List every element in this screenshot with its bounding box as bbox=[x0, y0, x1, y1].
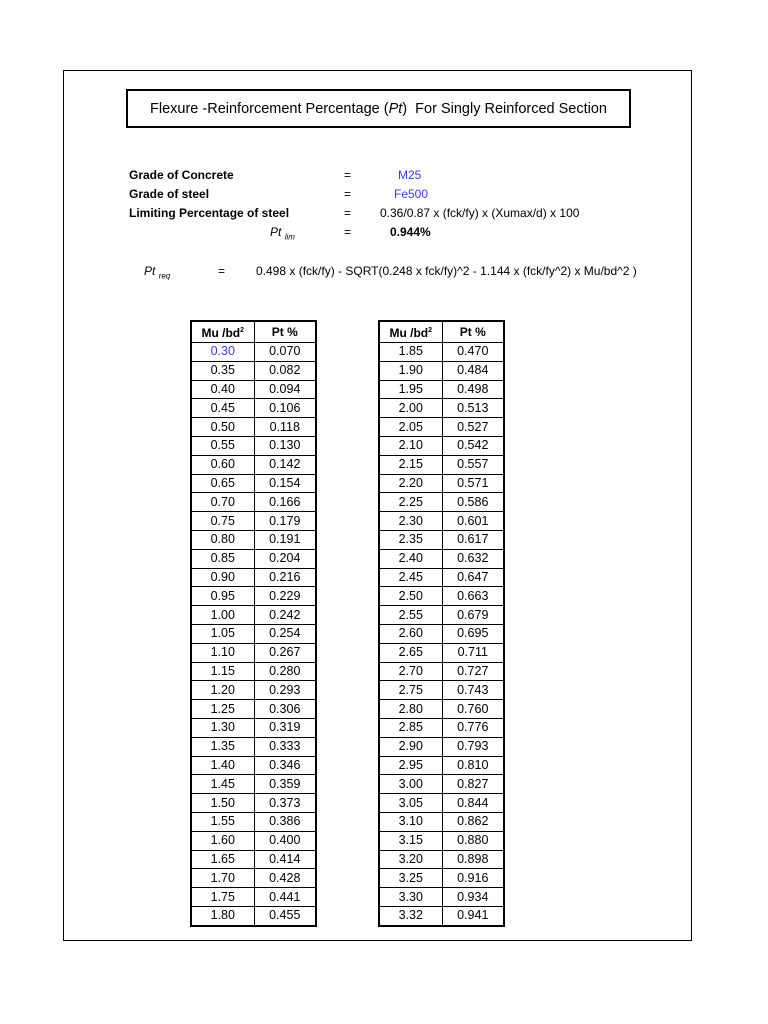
pt-lim-eq: = bbox=[344, 225, 352, 239]
pt-percent-cell[interactable]: 0.898 bbox=[442, 850, 504, 869]
pt-percent-cell[interactable]: 0.601 bbox=[442, 512, 504, 531]
table-row bbox=[379, 343, 504, 362]
pt-percent-cell[interactable]: 0.106 bbox=[254, 399, 316, 418]
mu-bd2-cell[interactable]: 1.10 bbox=[191, 643, 254, 662]
table-row bbox=[191, 587, 316, 606]
table-row bbox=[191, 718, 316, 737]
mu-bd2-cell[interactable]: 0.50 bbox=[191, 418, 254, 437]
pt-percent-cell[interactable]: 0.793 bbox=[442, 737, 504, 756]
table-row bbox=[191, 474, 316, 493]
pt-percent-cell[interactable]: 0.455 bbox=[254, 906, 316, 925]
table-row bbox=[191, 624, 316, 643]
pt-percent-cell[interactable]: 0.154 bbox=[254, 474, 316, 493]
pt-percent-cell[interactable]: 0.333 bbox=[254, 737, 316, 756]
table-row bbox=[191, 512, 316, 531]
table-row bbox=[191, 756, 316, 775]
table-row bbox=[379, 455, 504, 474]
param-concrete-value[interactable]: M25 bbox=[398, 168, 422, 182]
table-row bbox=[191, 530, 316, 549]
pt-percent-cell[interactable]: 0.711 bbox=[442, 643, 504, 662]
mu-bd2-cell[interactable]: 2.85 bbox=[379, 718, 442, 737]
mu-bd2-cell[interactable]: 1.45 bbox=[191, 775, 254, 794]
table-row bbox=[379, 361, 504, 380]
param-steel-eq: = bbox=[344, 187, 352, 201]
table-row bbox=[379, 624, 504, 643]
pt-percent-cell[interactable]: 0.070 bbox=[254, 343, 316, 362]
pt-percent-cell[interactable]: 0.166 bbox=[254, 493, 316, 512]
table-row bbox=[191, 775, 316, 794]
mu-bd2-cell[interactable]: 2.05 bbox=[379, 418, 442, 437]
title-rest: ) For Singly Reinforced Section bbox=[402, 100, 607, 117]
mu-bd2-cell[interactable]: 3.00 bbox=[379, 775, 442, 794]
table-row bbox=[191, 888, 316, 907]
pt-percent-cell[interactable]: 0.760 bbox=[442, 700, 504, 719]
header-mu: Mu $/bd^2$ bbox=[379, 321, 442, 343]
table-row bbox=[379, 756, 504, 775]
pt-percent-cell[interactable]: 0.776 bbox=[442, 718, 504, 737]
mu-bd2-cell[interactable]: 1.05 bbox=[191, 624, 254, 643]
table-row bbox=[191, 643, 316, 662]
pt-percent-cell[interactable]: 0.293 bbox=[254, 681, 316, 700]
mu-bd2-cell[interactable]: 2.55 bbox=[379, 606, 442, 625]
table-row bbox=[379, 775, 504, 794]
mu-bd2-cell[interactable]: 2.45 bbox=[379, 568, 442, 587]
table-row bbox=[191, 606, 316, 625]
pt-percent-cell[interactable]: 0.542 bbox=[442, 436, 504, 455]
mu-bd2-cell[interactable]: 1.55 bbox=[191, 812, 254, 831]
table-row bbox=[379, 831, 504, 850]
pt-table-left bbox=[190, 320, 317, 927]
pt-percent-cell[interactable]: 0.082 bbox=[254, 361, 316, 380]
pt-percent-cell[interactable]: 0.941 bbox=[442, 906, 504, 925]
mu-bd2-cell[interactable]: 2.50 bbox=[379, 587, 442, 606]
mu-bd2-cell[interactable]: 2.35 bbox=[379, 530, 442, 549]
mu-bd2-cell[interactable]: 1.50 bbox=[191, 794, 254, 813]
pt-percent-cell[interactable]: 0.428 bbox=[254, 869, 316, 888]
param-concrete-label: Grade of Concrete bbox=[129, 168, 234, 182]
pt-req-symbol: Pt $_{req}$ bbox=[144, 264, 171, 281]
mu-bd2-cell[interactable]: 2.30 bbox=[379, 512, 442, 531]
table-row bbox=[379, 700, 504, 719]
table-row bbox=[379, 380, 504, 399]
pt-percent-cell[interactable]: 0.400 bbox=[254, 831, 316, 850]
mu-bd2-cell[interactable]: 1.15 bbox=[191, 662, 254, 681]
table-row bbox=[191, 549, 316, 568]
mu-bd2-cell[interactable]: 1.65 bbox=[191, 850, 254, 869]
mu-bd2-cell[interactable]: 3.25 bbox=[379, 869, 442, 888]
table-row bbox=[379, 643, 504, 662]
pt-percent-cell[interactable]: 0.118 bbox=[254, 418, 316, 437]
table-row bbox=[191, 493, 316, 512]
mu-bd2-cell[interactable]: 1.30 bbox=[191, 718, 254, 737]
table-row bbox=[191, 343, 316, 362]
pt-percent-cell[interactable]: 0.810 bbox=[442, 756, 504, 775]
table-row bbox=[379, 888, 504, 907]
mu-bd2-cell[interactable]: 0.45 bbox=[191, 399, 254, 418]
header-mu: Mu $/bd^2$ bbox=[191, 321, 254, 343]
pt-percent-cell[interactable]: 0.498 bbox=[442, 380, 504, 399]
table-row bbox=[379, 399, 504, 418]
header-pt: Pt % bbox=[442, 321, 504, 343]
pt-percent-cell[interactable]: 0.267 bbox=[254, 643, 316, 662]
page-title bbox=[126, 89, 631, 128]
table-row bbox=[191, 794, 316, 813]
mu-bd2-cell[interactable]: 0.85 bbox=[191, 549, 254, 568]
pt-percent-cell[interactable]: 0.306 bbox=[254, 700, 316, 719]
pt-percent-cell[interactable]: 0.346 bbox=[254, 756, 316, 775]
pt-percent-cell[interactable]: 0.242 bbox=[254, 606, 316, 625]
mu-bd2-cell[interactable]: 1.60 bbox=[191, 831, 254, 850]
pt-percent-cell[interactable]: 0.663 bbox=[442, 587, 504, 606]
table-row bbox=[379, 493, 504, 512]
mu-bd2-cell[interactable]: 0.75 bbox=[191, 512, 254, 531]
table-row bbox=[191, 681, 316, 700]
mu-bd2-cell[interactable]: 0.35 bbox=[191, 361, 254, 380]
pt-percent-cell[interactable]: 0.827 bbox=[442, 775, 504, 794]
mu-bd2-cell[interactable]: 2.10 bbox=[379, 436, 442, 455]
pt-percent-cell[interactable]: 0.916 bbox=[442, 869, 504, 888]
mu-bd2-cell[interactable]: 1.75 bbox=[191, 888, 254, 907]
pt-req-formula: 0.498 x (fck/fy) - SQRT(0.248 x fck/fy)^2 - 1.144 x (fck/fy^2) x Mu/bd^2 ) bbox=[256, 264, 637, 278]
table-row bbox=[191, 361, 316, 380]
table-row bbox=[191, 662, 316, 681]
pt-percent-cell[interactable]: 0.571 bbox=[442, 474, 504, 493]
pt-percent-cell[interactable]: 0.179 bbox=[254, 512, 316, 531]
param-limiting-eq: = bbox=[344, 206, 352, 220]
param-limiting-label: Limiting Percentage of steel bbox=[129, 206, 290, 220]
mu-bd2-cell[interactable]: 1.40 bbox=[191, 756, 254, 775]
table-row bbox=[191, 737, 316, 756]
pt-percent-cell[interactable]: 0.880 bbox=[442, 831, 504, 850]
pt-percent-cell[interactable]: 0.414 bbox=[254, 850, 316, 869]
mu-bd2-cell[interactable]: 1.95 bbox=[379, 380, 442, 399]
table-row bbox=[191, 700, 316, 719]
pt-lim-value: 0.944% bbox=[390, 225, 431, 239]
pt-percent-cell[interactable]: 0.229 bbox=[254, 587, 316, 606]
table-row bbox=[191, 436, 316, 455]
mu-bd2-cell[interactable]: 1.80 bbox=[191, 906, 254, 925]
pt-percent-cell[interactable]: 0.280 bbox=[254, 662, 316, 681]
table-row bbox=[379, 474, 504, 493]
table-row bbox=[191, 906, 316, 925]
table-row bbox=[379, 906, 504, 925]
table-row bbox=[191, 869, 316, 888]
table-row bbox=[379, 869, 504, 888]
table-row bbox=[191, 812, 316, 831]
table-row bbox=[379, 850, 504, 869]
table-row bbox=[191, 455, 316, 474]
pt-table-right bbox=[378, 320, 505, 927]
table-row bbox=[379, 812, 504, 831]
table-row bbox=[379, 549, 504, 568]
pt-percent-cell[interactable]: 0.727 bbox=[442, 662, 504, 681]
mu-bd2-cell[interactable]: 1.35 bbox=[191, 737, 254, 756]
pt-percent-cell[interactable]: 0.557 bbox=[442, 455, 504, 474]
table-row bbox=[191, 399, 316, 418]
pt-percent-cell[interactable]: 0.441 bbox=[254, 888, 316, 907]
param-steel-label: Grade of steel bbox=[129, 187, 210, 201]
mu-bd2-cell[interactable]: 1.00 bbox=[191, 606, 254, 625]
title-symbol: Pt bbox=[388, 100, 403, 117]
table-row bbox=[191, 380, 316, 399]
table-row bbox=[379, 512, 504, 531]
param-steel-value[interactable]: Fe500 bbox=[394, 187, 429, 201]
pt-percent-cell[interactable]: 0.216 bbox=[254, 568, 316, 587]
mu-bd2-cell[interactable]: 3.30 bbox=[379, 888, 442, 907]
mu-bd2-cell[interactable]: 2.70 bbox=[379, 662, 442, 681]
pt-percent-cell[interactable]: 0.527 bbox=[442, 418, 504, 437]
pt-percent-cell[interactable]: 0.386 bbox=[254, 812, 316, 831]
mu-bd2-cell[interactable]: 0.70 bbox=[191, 493, 254, 512]
mu-bd2-cell[interactable]: 2.20 bbox=[379, 474, 442, 493]
mu-bd2-cell[interactable]: 0.95 bbox=[191, 587, 254, 606]
pt-percent-cell[interactable]: 0.632 bbox=[442, 549, 504, 568]
param-concrete-eq: = bbox=[344, 168, 352, 182]
mu-bd2-cell[interactable]: 2.25 bbox=[379, 493, 442, 512]
title-main: Flexure -Reinforcement Percentage ( bbox=[150, 100, 389, 117]
mu-bd2-cell[interactable]: 0.30 bbox=[191, 343, 254, 362]
mu-bd2-cell[interactable]: 2.75 bbox=[379, 681, 442, 700]
pt-percent-cell[interactable]: 0.094 bbox=[254, 380, 316, 399]
mu-bd2-cell[interactable]: 0.55 bbox=[191, 436, 254, 455]
pt-req-eq: = bbox=[218, 264, 226, 278]
table-row bbox=[379, 794, 504, 813]
mu-bd2-cell[interactable]: 3.32 bbox=[379, 906, 442, 925]
param-limiting-formula: 0.36/0.87 x (fck/fy) x (Xumax/d) x 100 bbox=[380, 206, 580, 220]
pt-percent-cell[interactable]: 0.586 bbox=[442, 493, 504, 512]
pt-percent-cell[interactable]: 0.142 bbox=[254, 455, 316, 474]
mu-bd2-cell[interactable]: 0.60 bbox=[191, 455, 254, 474]
mu-bd2-cell[interactable]: 1.85 bbox=[379, 343, 442, 362]
table-row bbox=[379, 530, 504, 549]
mu-bd2-cell[interactable]: 0.80 bbox=[191, 530, 254, 549]
table-row bbox=[379, 681, 504, 700]
pt-percent-cell[interactable]: 0.617 bbox=[442, 530, 504, 549]
pt-percent-cell[interactable]: 0.862 bbox=[442, 812, 504, 831]
header-pt: Pt % bbox=[254, 321, 316, 343]
table-row bbox=[379, 606, 504, 625]
pt-percent-cell[interactable]: 0.359 bbox=[254, 775, 316, 794]
mu-bd2-cell[interactable]: 0.65 bbox=[191, 474, 254, 493]
pt-percent-cell[interactable]: 0.647 bbox=[442, 568, 504, 587]
mu-bd2-cell[interactable]: 1.25 bbox=[191, 700, 254, 719]
table-row bbox=[379, 568, 504, 587]
mu-bd2-cell[interactable]: 1.90 bbox=[379, 361, 442, 380]
mu-bd2-cell[interactable]: 3.05 bbox=[379, 794, 442, 813]
pt-percent-cell[interactable]: 0.679 bbox=[442, 606, 504, 625]
mu-bd2-cell[interactable]: 3.15 bbox=[379, 831, 442, 850]
table-row bbox=[191, 568, 316, 587]
pt-lim-symbol: Pt $_{lim}$ bbox=[270, 225, 295, 242]
mu-bd2-cell[interactable]: 1.20 bbox=[191, 681, 254, 700]
mu-bd2-cell[interactable]: 3.20 bbox=[379, 850, 442, 869]
pt-percent-cell[interactable]: 0.484 bbox=[442, 361, 504, 380]
mu-bd2-cell[interactable]: 0.40 bbox=[191, 380, 254, 399]
pt-percent-cell[interactable]: 0.130 bbox=[254, 436, 316, 455]
pt-percent-cell[interactable]: 0.373 bbox=[254, 794, 316, 813]
mu-bd2-cell[interactable]: 2.15 bbox=[379, 455, 442, 474]
mu-bd2-cell[interactable]: 2.40 bbox=[379, 549, 442, 568]
pt-percent-cell[interactable]: 0.470 bbox=[442, 343, 504, 362]
table-row bbox=[379, 737, 504, 756]
mu-bd2-cell[interactable]: 2.80 bbox=[379, 700, 442, 719]
mu-bd2-cell[interactable]: 2.95 bbox=[379, 756, 442, 775]
pt-percent-cell[interactable]: 0.191 bbox=[254, 530, 316, 549]
table-row bbox=[379, 587, 504, 606]
pt-percent-cell[interactable]: 0.844 bbox=[442, 794, 504, 813]
table-row bbox=[379, 418, 504, 437]
mu-bd2-cell[interactable]: 2.60 bbox=[379, 624, 442, 643]
mu-bd2-cell[interactable]: 2.65 bbox=[379, 643, 442, 662]
table-row bbox=[379, 718, 504, 737]
table-row bbox=[191, 850, 316, 869]
pt-percent-cell[interactable]: 0.743 bbox=[442, 681, 504, 700]
pt-percent-cell[interactable]: 0.254 bbox=[254, 624, 316, 643]
mu-bd2-cell[interactable]: 2.90 bbox=[379, 737, 442, 756]
pt-percent-cell[interactable]: 0.934 bbox=[442, 888, 504, 907]
spreadsheet-page bbox=[63, 70, 692, 941]
mu-bd2-cell[interactable]: 2.00 bbox=[379, 399, 442, 418]
mu-bd2-cell[interactable]: 0.90 bbox=[191, 568, 254, 587]
table-row bbox=[379, 436, 504, 455]
pt-percent-cell[interactable]: 0.695 bbox=[442, 624, 504, 643]
table-row bbox=[191, 418, 316, 437]
mu-bd2-cell[interactable]: 1.70 bbox=[191, 869, 254, 888]
pt-percent-cell[interactable]: 0.513 bbox=[442, 399, 504, 418]
table-row bbox=[191, 831, 316, 850]
table-row bbox=[379, 662, 504, 681]
mu-bd2-cell[interactable]: 3.10 bbox=[379, 812, 442, 831]
pt-percent-cell[interactable]: 0.204 bbox=[254, 549, 316, 568]
pt-percent-cell[interactable]: 0.319 bbox=[254, 718, 316, 737]
